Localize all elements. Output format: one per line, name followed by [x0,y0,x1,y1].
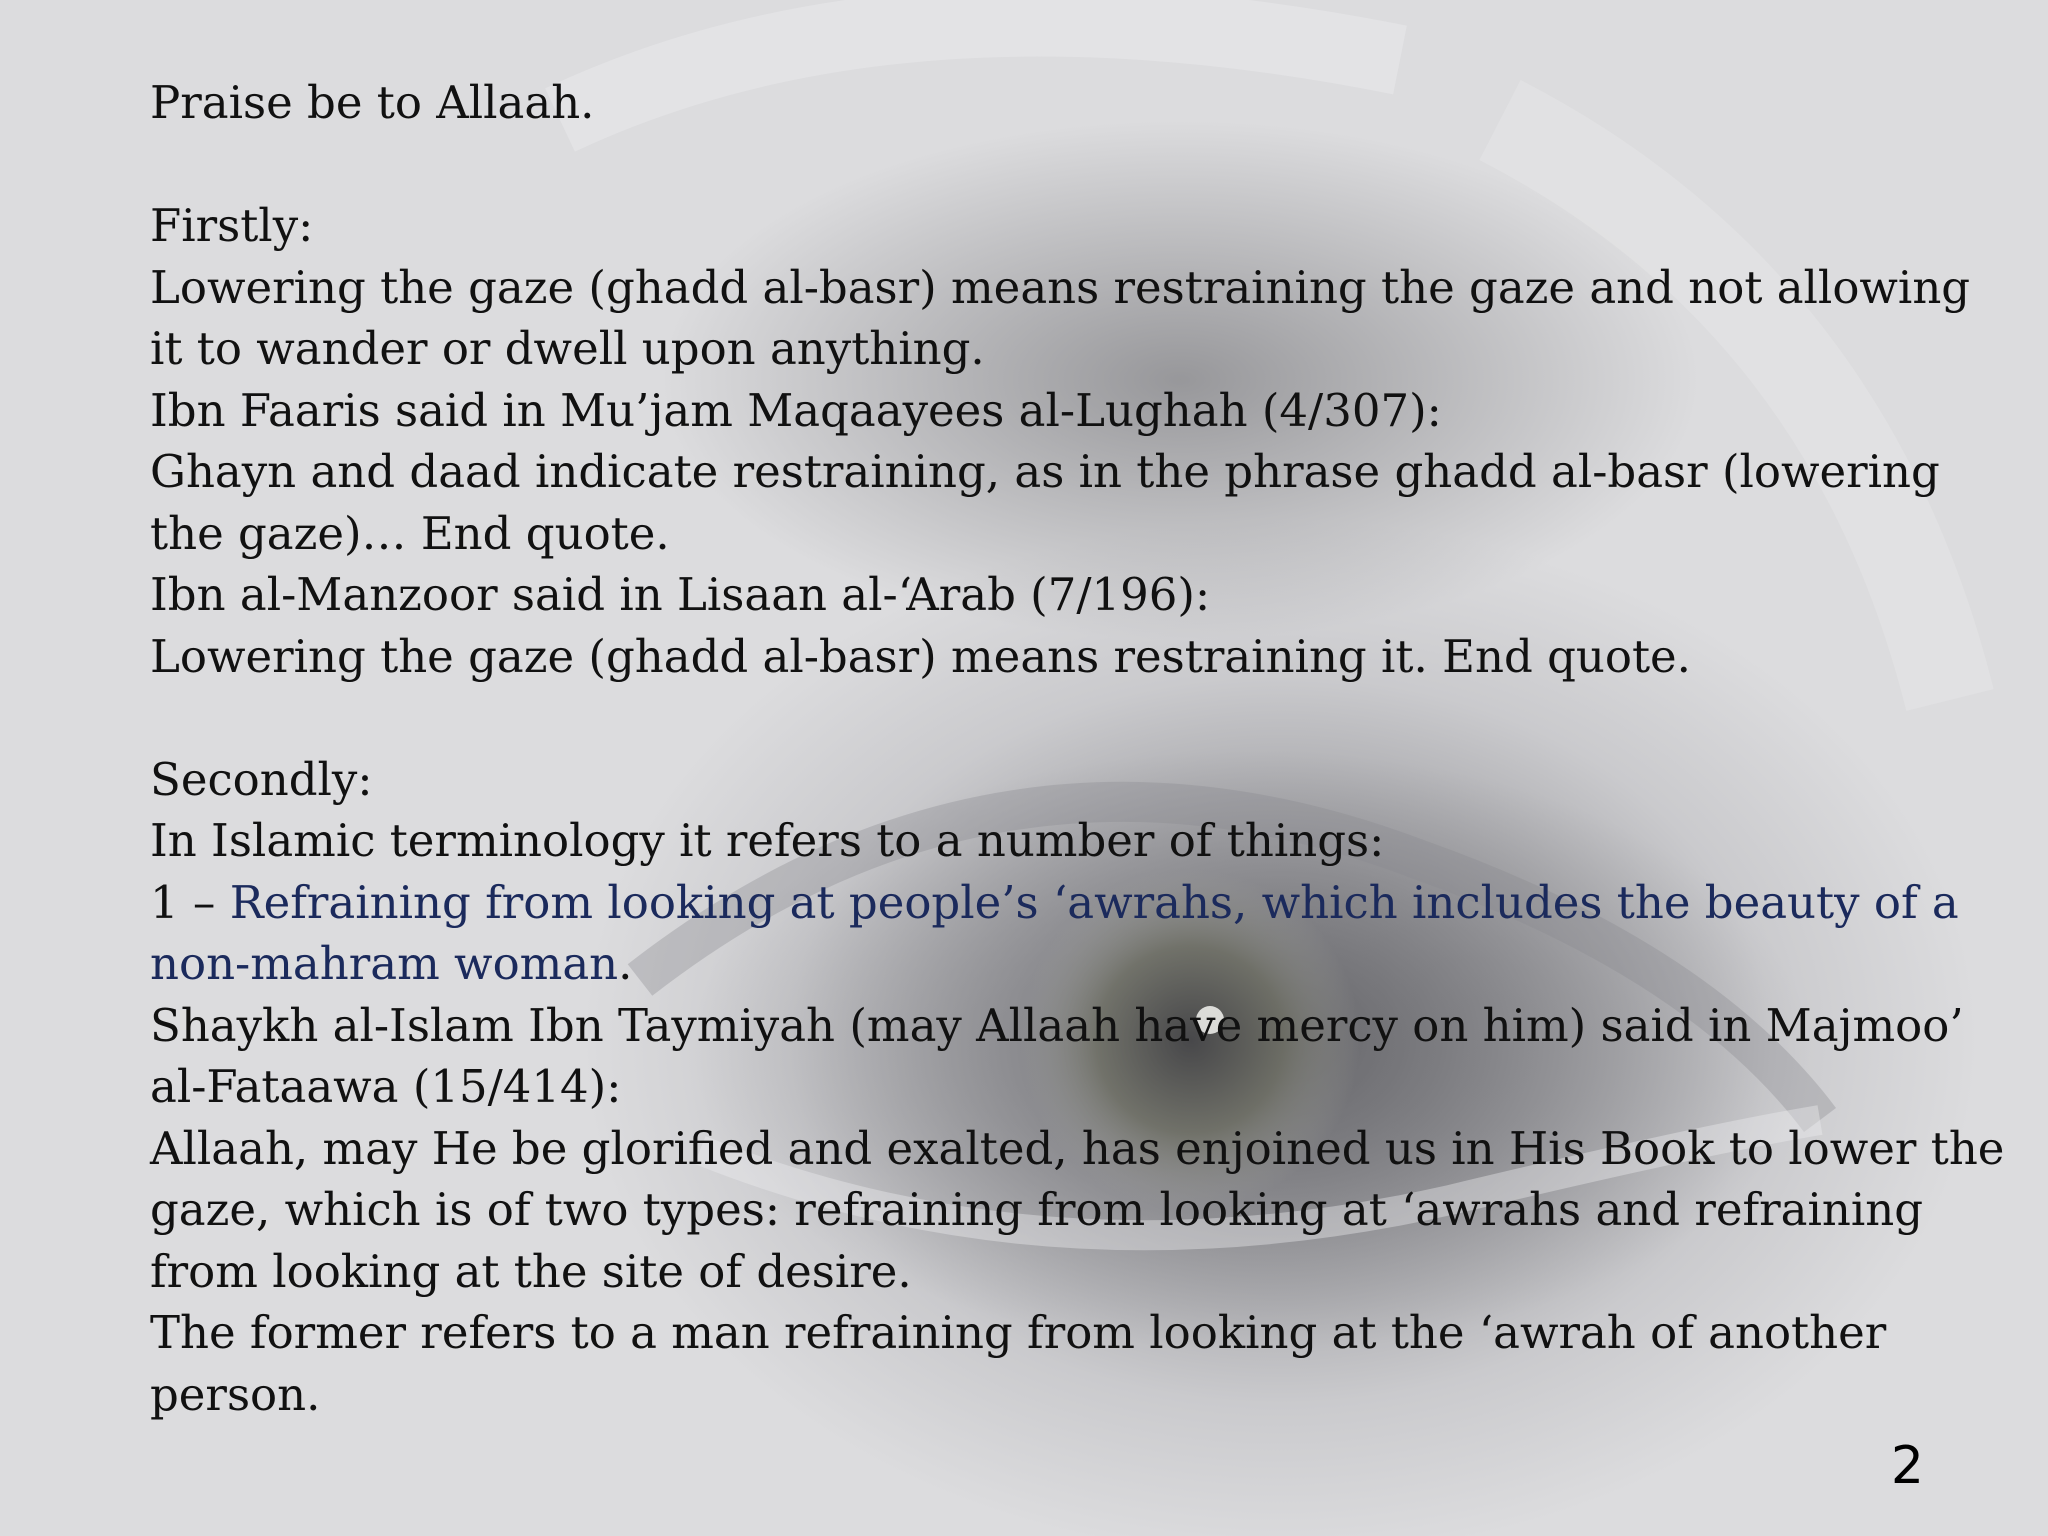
firstly-heading: Firstly: [150,199,314,252]
former-line-2: person. [150,1367,321,1421]
ibn-faaris-reference: Ibn Faaris said in Mu’jam Maqaayees al-Lughah (4/307): [150,383,1442,437]
point-1-line-1 [150,872,1959,934]
taymiyah-quote-line-3: from looking at the site of desire. [150,1244,912,1298]
secondly-heading: Secondly: [150,752,373,806]
ibn-faaris-quote-line-2: the gaze)… End quote. [150,506,670,560]
point-1-number: 1 – [150,875,230,929]
taymiyah-quote-line-1: Allaah, may He be glorified and exalted, has enjoined us in His Book to lower the [150,1121,2005,1175]
ibn-manzoor-reference: Ibn al-Manzoor said in Lisaan al-‘Arab (7/196): [150,568,1211,621]
ibn-manzoor-quote: Lowering the gaze (ghadd al-basr) means restraining it. End quote. [150,629,1691,683]
former-line-1: The former refers to a man refraining from looking at the ‘awrah of another [150,1306,1887,1359]
firstly-paragraph-line-2: it to wander or dwell upon anything. [150,322,985,375]
page-number: 2 [1890,1436,1924,1496]
point-1-highlight-line-2: non-mahram woman [150,937,619,990]
spacer [150,687,1930,749]
point-1-period: . [618,937,633,990]
praise-line: Praise be to Allaah. [150,76,595,129]
point-1-line-2 [150,933,1930,995]
taymiyah-reference-line-2: al-Fataawa (15/414): [150,1060,622,1113]
slide-body [150,72,2005,1425]
point-1-highlight-line-1: Refraining from looking at people’s ‘awrahs, which includes the beauty of a [229,875,1959,929]
spacer [150,134,1930,196]
taymiyah-quote-line-2: gaze, which is of two types: refraining from looking at ‘awrahs and refraining [150,1183,1924,1236]
firstly-paragraph-line-1: Lowering the gaze (ghadd al-basr) means restraining the gaze and not allowing [150,260,1971,314]
taymiyah-reference-line-1: Shaykh al-Islam Ibn Taymiyah (may Allaah have mercy on him) said in Majmoo’ [150,998,1964,1052]
secondly-intro: In Islamic terminology it refers to a number of things: [150,814,1385,867]
ibn-faaris-quote-line-1: Ghayn and daad indicate restraining, as in the phrase ghadd al-basr (lowering [150,445,1940,498]
